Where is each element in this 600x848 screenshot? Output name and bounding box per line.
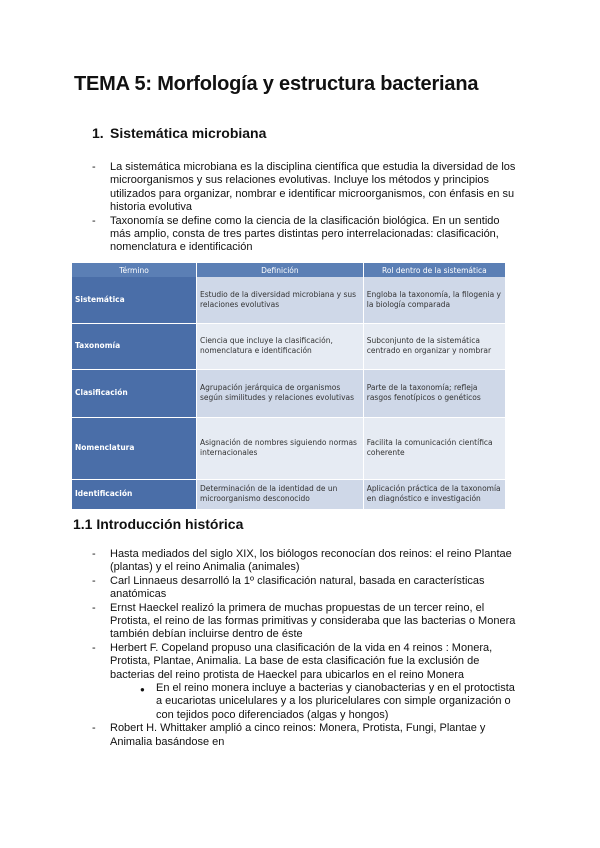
role-cell: Aplicación práctica de la taxonomía en diagnóstico e investigación: [363, 479, 505, 509]
table-row: [72, 323, 506, 369]
definition-cell: Determinación de la identidad de un microorganismo desconocido: [197, 479, 364, 509]
page-title: TEMA 5: Morfología y estructura bacteriana: [74, 73, 479, 95]
section-heading-1: [92, 125, 266, 141]
role-cell: Facilita la comunicación científica coherente: [363, 417, 505, 479]
role-cell: Engloba la taxonomía, la filogenia y la biología comparada: [363, 277, 505, 323]
definition-cell: Ciencia que incluye la clasificación, nomenclatura e identificación: [197, 323, 364, 369]
term-cell: Sistemática: [72, 277, 197, 323]
section11-bullet-list: [90, 548, 520, 749]
term-cell: Clasificación: [72, 369, 197, 417]
definition-cell: Estudio de la diversidad microbiana y sus relaciones evolutivas: [197, 277, 364, 323]
column-header: Rol dentro de la sistemática: [363, 263, 505, 277]
section1-bullet-list: [90, 161, 520, 255]
section-number: 1.: [92, 125, 104, 141]
table-header-row: [72, 263, 506, 277]
list-item: - Herbert F. Copeland propuso una clasificación de la vida en 4 reinos : Monera, Protista, Plantae, Animalia. La base de esta clasificación fue la exclusión de bacterias del reino protista de Haeckel para ubicarlos en el reino Monera: [90, 642, 520, 682]
role-cell: Parte de la taxonomía; refleja rasgos fenotípicos o genéticos: [363, 369, 505, 417]
column-header: Definición: [197, 263, 364, 277]
table-row: [72, 369, 506, 417]
term-cell: Taxonomía: [72, 323, 197, 369]
list-item: - La sistemática microbiana es la disciplina científica que estudia la diversidad de los microorganismos y sus relaciones evolutivas. Incluye los métodos y principios utilizados para organizar, nombrar e identificar microorganismos, con énfasis en su historia evolutiva: [90, 161, 520, 215]
definition-cell: Asignación de nombres siguiendo normas internacionales: [197, 417, 364, 479]
table-row: [72, 417, 506, 479]
sub-list-item: ● En el reino monera incluye a bacterias y cianobacterias y en el protoctista a eucariotas unicelulares y a los pluricelulares con simple organización o con tejidos poco diferenciados (algas y hongos): [90, 682, 520, 722]
role-cell: Subconjunto de la sistemática centrado en organizar y nombrar: [363, 323, 505, 369]
column-header: Término: [72, 263, 197, 277]
list-item: - Ernst Haeckel realizó la primera de muchas propuestas de un tercer reino, el Protista, el reino de las formas primitivas y consideraba que las bacterias o Monera también debían incluirse dentro de éste: [90, 602, 520, 642]
section-heading-1-1: 1.1 Introducción histórica: [73, 516, 244, 532]
definition-cell: Agrupación jerárquica de organismos según similitudes y relaciones evolutivas: [197, 369, 364, 417]
term-cell: Identificación: [72, 479, 197, 509]
table-row: [72, 277, 506, 323]
terms-table: [72, 263, 506, 510]
section-title: Sistemática microbiana: [110, 125, 267, 141]
term-cell: Nomenclatura: [72, 417, 197, 479]
list-item: - Robert H. Whittaker amplió a cinco reinos: Monera, Protista, Fungi, Plantae y Animalia basándose en: [90, 722, 520, 749]
list-item: - Carl Linnaeus desarrolló la 1º clasificación natural, basada en características anatómicas: [90, 575, 520, 602]
table-row: [72, 479, 506, 509]
list-item: - Taxonomía se define como la ciencia de la clasificación biológica. En un sentido más amplio, consta de tres partes distintas pero interrelacionadas: clasificación, nomenclatura e identificación: [90, 215, 520, 255]
list-item: - Hasta mediados del siglo XIX, los biólogos reconocían dos reinos: el reino Plantae (plantas) y el reino Animalia (animales): [90, 548, 520, 575]
